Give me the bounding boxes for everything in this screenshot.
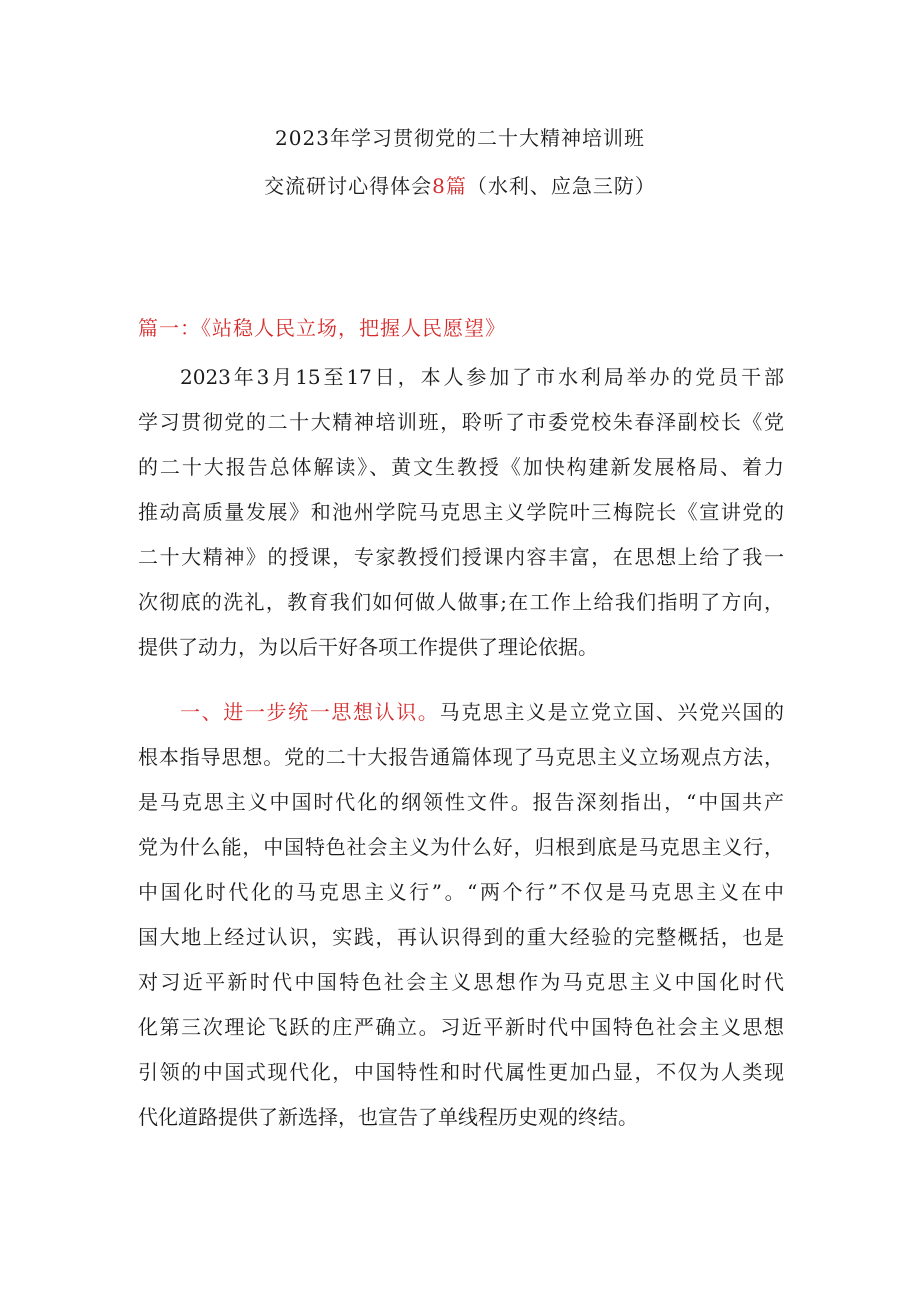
paragraph-1-line: 提供了动力，为以后干好各项工作提供了理论依据。: [138, 635, 598, 659]
title-line2-prefix: 交流研讨心得体会: [264, 174, 433, 198]
document-title-line1: 2023年学习贯彻党的二十大精神培训班: [275, 126, 645, 150]
paragraph-1-line: 推动高质量发展》和池州学院马克思主义学院叶三梅院长《宣讲党的: [138, 500, 784, 524]
section-heading: 篇一：《站稳人民立场，把握人民愿望》: [138, 316, 506, 340]
paragraph-2-line: 是马克思主义中国时代化的纲领性文件。报告深刻指出，“中国共产: [138, 790, 784, 814]
paragraph-2-line: 化第三次理论飞跃的庄严确立。习近平新时代中国特色社会主义思想: [138, 1015, 784, 1039]
paragraph-1-line: 学习贯彻党的二十大精神培训班，聆听了市委党校朱春泽副校长《党: [138, 410, 784, 434]
paragraph-1: [138, 355, 784, 670]
paragraph-2-line: 根本指导思想。党的二十大报告通篇体现了马克思主义立场观点方法，: [138, 745, 784, 769]
paragraph-2-line: 引领的中国式现代化，中国特性和时代属性更加凸显，不仅为人类现: [138, 1060, 784, 1084]
paragraph-1-line: 二十大精神》的授课，专家教授们授课内容丰富，在思想上给了我一: [138, 545, 784, 569]
paragraph-2-heading: 一、进一步统一思想认识。: [180, 700, 440, 724]
paragraph-1-line: 的二十大报告总体解读》、黄文生教授《加快构建新发展格局、着力: [138, 455, 784, 479]
paragraph-2-first-rest: 马克思主义是立党立国、兴党兴国的: [439, 700, 784, 724]
paragraph-2-line: 党为什么能，中国特色社会主义为什么好，归根到底是马克思主义行，: [138, 835, 784, 859]
paragraph-2-line: 中国化时代化的马克思主义行”。“两个行”不仅是马克思主义在中: [138, 880, 784, 904]
paragraph-2-line: 代化道路提供了新选择，也宣告了单线程历史观的终结。: [138, 1105, 638, 1129]
paragraph-2-line: 对习近平新时代中国特色社会主义思想作为马克思主义中国化时代: [138, 970, 784, 994]
document-title-line2: [0, 172, 920, 200]
title-line2-suffix: （水利、应急三防）: [466, 174, 656, 198]
paragraph-2-first-line: [138, 690, 784, 735]
title-count-highlight: 8篇: [432, 174, 467, 198]
paragraph-2-line: 国大地上经过认识，实践，再认识得到的重大经验的完整概括，也是: [138, 925, 784, 949]
paragraph-2: [138, 690, 784, 1140]
paragraph-1-line: 次彻底的洗礼，教育我们如何做人做事;在工作上给我们指明了方向，: [138, 590, 784, 614]
paragraph-1-line: 2023年3月15至17日，本人参加了市水利局举办的党员干部: [180, 365, 784, 389]
